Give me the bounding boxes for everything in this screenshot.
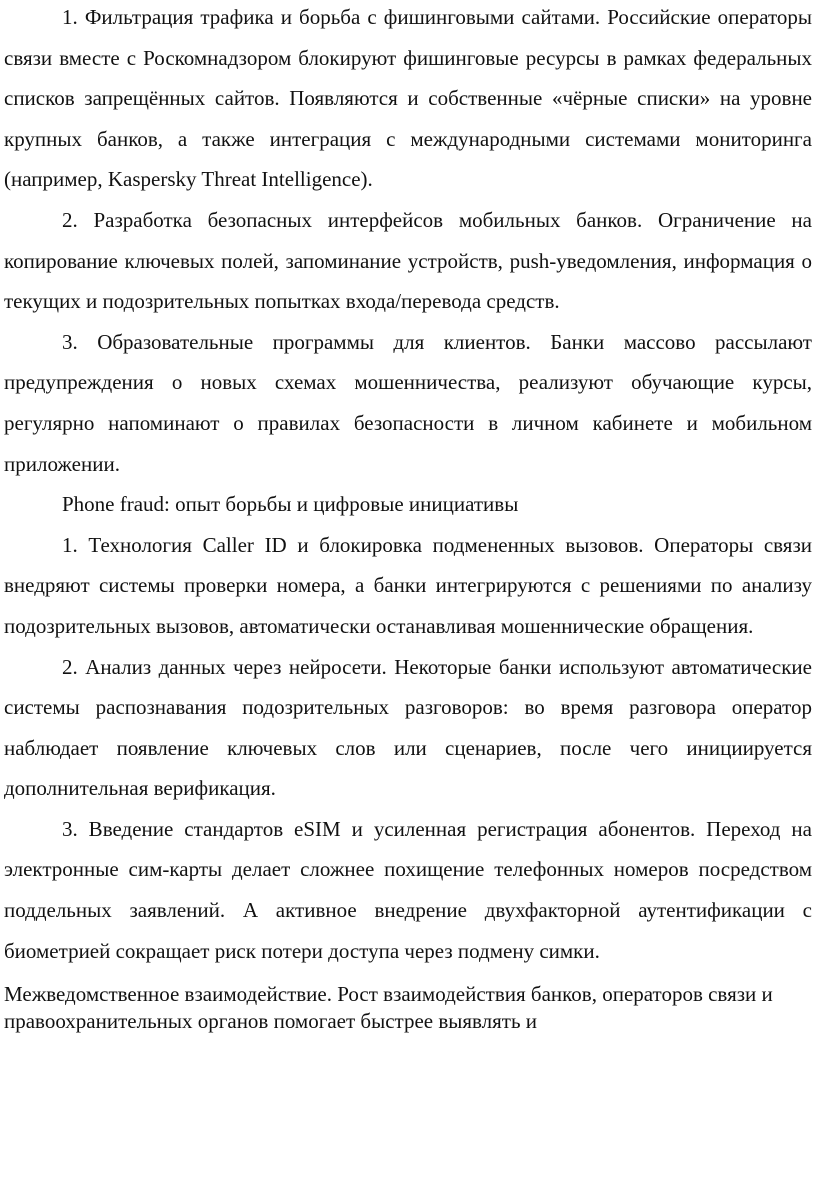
paragraph-secure-interfaces: 2. Разработка безопасных интерфейсов мобильных банков. Ограничение на копирование ключевых полей, запоминание устройств, push-уведомления, информация о текущих и подозрительных попытках входа/перевода средств. [4, 207, 812, 314]
paragraph-phishing-filtering: 1. Фильтрация трафика и борьба с фишинговыми сайтами. Российские операторы связи вместе с Роскомнадзором блокируют фишинговые ресурсы в рамках федеральных списков запрещённых сайтов. Появляются и собственные «чёрные списки» на уровне крупных банков, а также интеграция с международными системами мониторинга (например, Kaspersky Threat Intelligence). [4, 5, 812, 192]
section-heading-phone-fraud: Phone fraud: опыт борьбы и цифровые инициативы [62, 492, 519, 517]
paragraph-esim-standards: 3. Введение стандартов eSIM и усиленная регистрация абонентов. Переход на электронные сим-карты делает сложнее похищение телефонных номеров посредством поддельных заявлений. А активное внедрение двухфакторной аутентификации с биометрией сокращает риск потери доступа через подмену симки. [4, 816, 812, 963]
paragraph-interagency-cooperation: Межведомственное взаимодействие. Рост взаимодействия банков, операторов связи и правоохранительных органов помогает быстрее выявлять и [4, 982, 773, 1033]
paragraph-education-programs: 3. Образовательные программы для клиентов. Банки массово рассылают предупреждения о новых схемах мошенничества, реализуют обучающие курсы, регулярно напоминают о правилах безопасности в личном кабинете и мобильном приложении. [4, 329, 812, 476]
paragraph-caller-id: 1. Технология Caller ID и блокировка подмененных вызовов. Операторы связи внедряют системы проверки номера, а банки интегрируются с решениями по анализу подозрительных вызовов, автоматически останавливая мошеннические обращения. [4, 532, 812, 638]
paragraph-neural-analysis: 2. Анализ данных через нейросети. Некоторые банки используют автоматические системы распознавания подозрительных разговоров: во время разговора оператор наблюдает появление ключевых слов или сценариев, после чего инициируется дополнительная верификация. [4, 654, 812, 801]
